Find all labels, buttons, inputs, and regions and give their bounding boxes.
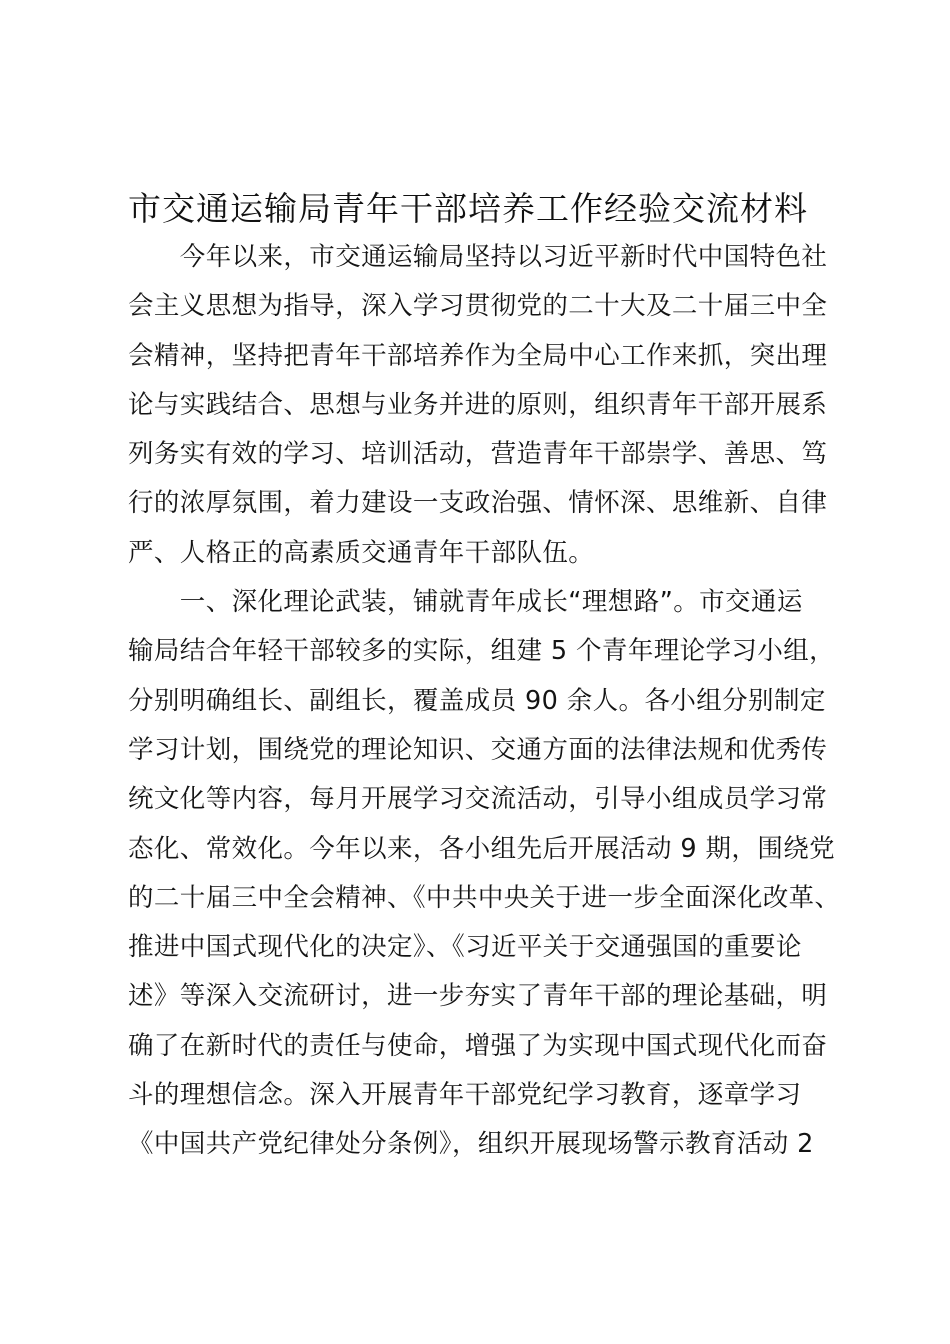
text-line: 输局结合年轻干部较多的实际，组建 5 个青年理论学习小组， — [128, 636, 836, 667]
text-line: 行的浓厚氛围，着力建设一支政治强、情怀深、思维新、自律 — [128, 488, 828, 519]
text-line: 的二十届三中全会精神、《中共中央关于进一步全面深化改革、 — [128, 882, 841, 913]
document-title: 市交通运输局青年干部培养工作经验交流材料 — [128, 189, 808, 228]
document-body — [128, 205, 841, 1170]
text-line: 严、人格正的高素质交通青年干部队伍。 — [128, 537, 595, 568]
text-line: 论与实践结合、思想与业务并进的原则，组织青年干部开展系 — [128, 389, 828, 420]
text-line: 《中国共产党纪律处分条例》，组织开展现场警示教育活动 2 — [128, 1129, 814, 1160]
text-line: 列务实有效的学习、培训活动，营造青年干部崇学、善思、笃 — [128, 439, 828, 470]
text-line: 学习计划，围绕党的理论知识、交通方面的法律法规和优秀传 — [128, 734, 828, 765]
text-line: 述》等深入交流研讨，进一步夯实了青年干部的理论基础，明 — [128, 981, 828, 1012]
text-line: 确了在新时代的责任与使命，增强了为实现中国式现代化而奋 — [128, 1030, 828, 1061]
text-line: 斗的理想信念。深入开展青年干部党纪学习教育，逐章学习 — [128, 1080, 802, 1111]
text-line: 今年以来，市交通运输局坚持以习近平新时代中国特色社 — [128, 242, 828, 272]
text-line: 统文化等内容，每月开展学习交流活动，引导小组成员学习常 — [128, 784, 828, 815]
text-line: 会主义思想为指导，深入学习贯彻党的二十大及二十届三中全 — [128, 291, 828, 322]
section-heading-line: 一、深化理论武装，铺就青年成长“理想路”。市交通运 — [128, 587, 803, 618]
text-line: 会精神，坚持把青年干部培养作为全局中心工作来抓，突出理 — [128, 340, 828, 371]
paragraph-2 — [128, 578, 841, 1170]
text-line: 分别明确组长、副组长，覆盖成员 90 余人。各小组分别制定 — [128, 685, 826, 716]
paragraph-1 — [128, 233, 836, 578]
text-line: 态化、常效化。今年以来，各小组先后开展活动 9 期，围绕党 — [128, 833, 836, 864]
text-line: 推进中国式现代化的决定》、《习近平关于交通强国的重要论 — [128, 932, 802, 963]
